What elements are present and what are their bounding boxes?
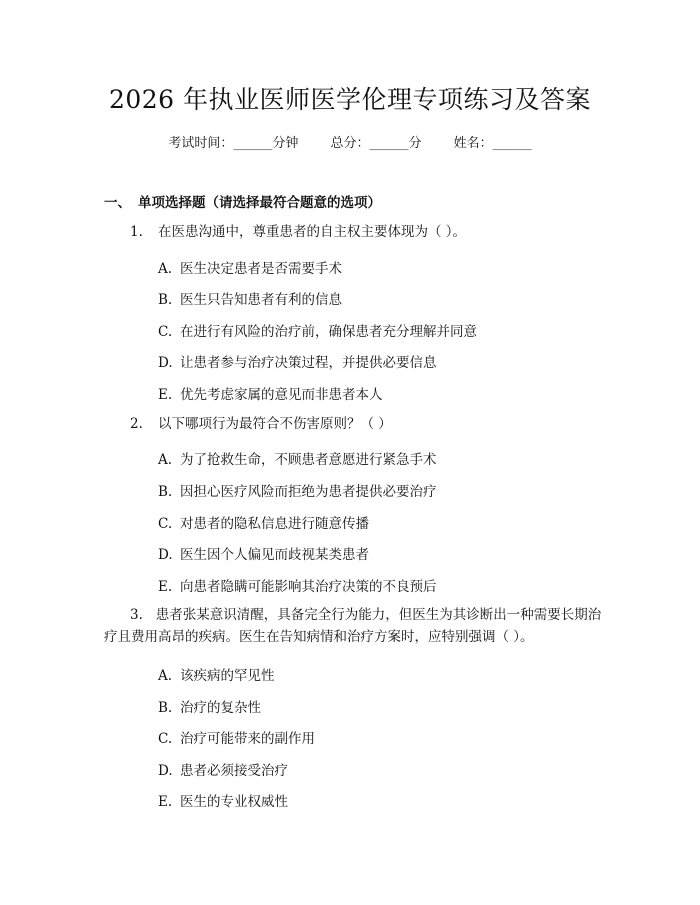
option-text: 该疾病的罕见性 xyxy=(180,668,275,684)
section-number: 一、 xyxy=(104,195,131,211)
question-3 xyxy=(104,604,604,648)
option-text: 向患者隐瞒可能影响其治疗决策的不良预后 xyxy=(180,579,437,595)
option-text: 对患者的隐私信息进行随意传播 xyxy=(180,516,369,532)
option-letter: A. xyxy=(158,452,173,468)
question-text: 患者张某意识清醒，具备完全行为能力，但医生为其诊断出一种需要长期治疗且费用高昂的疾病。医生在告知病情和治疗方案时，应特别强调（ ）。 xyxy=(104,607,602,645)
option-letter: C. xyxy=(158,516,173,532)
option-2b[interactable] xyxy=(158,480,437,500)
option-1c[interactable] xyxy=(158,320,477,340)
option-3c[interactable] xyxy=(158,727,315,747)
option-text: 让患者参与治疗决策过程，并提供必要信息 xyxy=(180,355,437,371)
option-text: 为了抢救生命，不顾患者意愿进行紧急手术 xyxy=(180,452,437,468)
option-letter: E. xyxy=(158,387,173,403)
option-3a[interactable] xyxy=(158,664,275,684)
option-letter: B. xyxy=(158,292,173,308)
option-letter: B. xyxy=(158,484,173,500)
question-number: 3. xyxy=(130,607,143,623)
option-letter: C. xyxy=(158,324,173,340)
option-text: 优先考虑家属的意见而非患者本人 xyxy=(180,387,383,403)
option-text: 医生只告知患者有利的信息 xyxy=(180,292,342,308)
option-text: 患者必须接受治疗 xyxy=(180,763,288,779)
option-1d[interactable] xyxy=(158,351,437,371)
option-text: 医生因个人偏见而歧视某类患者 xyxy=(180,547,369,563)
option-letter: A. xyxy=(158,261,173,277)
question-number: 2. xyxy=(130,416,143,432)
option-text: 医生决定患者是否需要手术 xyxy=(180,261,342,277)
option-1b[interactable] xyxy=(158,288,342,308)
option-text: 在进行有风险的治疗前，确保患者充分理解并同意 xyxy=(180,324,477,340)
option-3e[interactable] xyxy=(158,790,288,810)
option-letter: E. xyxy=(158,794,173,810)
section-heading xyxy=(104,191,381,211)
option-text: 因担心医疗风险而拒绝为患者提供必要治疗 xyxy=(180,484,437,500)
option-text: 治疗可能带来的副作用 xyxy=(180,731,315,747)
exam-meta xyxy=(0,132,700,151)
question-text: 在医患沟通中，尊重患者的自主权主要体现为（ ）。 xyxy=(158,224,467,240)
option-2a[interactable] xyxy=(158,448,437,468)
option-letter: D. xyxy=(158,355,173,371)
option-letter: D. xyxy=(158,763,173,779)
total-score-field: 总分：______分 xyxy=(330,136,422,151)
option-text: 医生的专业权威性 xyxy=(180,794,288,810)
option-2e[interactable] xyxy=(158,575,437,595)
student-name-field: 姓名：______ xyxy=(453,136,532,151)
option-text: 治疗的复杂性 xyxy=(180,700,261,716)
option-1a[interactable] xyxy=(158,257,342,277)
question-1 xyxy=(130,221,466,243)
option-3d[interactable] xyxy=(158,759,288,779)
option-1e[interactable] xyxy=(158,383,383,403)
section-title: 单项选择题（请选择最符合题意的选项） xyxy=(138,195,381,211)
option-letter: E. xyxy=(158,579,173,595)
option-letter: B. xyxy=(158,700,173,716)
option-letter: D. xyxy=(158,547,173,563)
option-2c[interactable] xyxy=(158,512,369,532)
option-letter: C. xyxy=(158,731,173,747)
question-2 xyxy=(130,413,392,435)
exam-time-field: 考试时间：______分钟 xyxy=(168,136,299,151)
option-2d[interactable] xyxy=(158,543,369,563)
option-3b[interactable] xyxy=(158,696,261,716)
question-text: 以下哪项行为最符合不伤害原则？（ ） xyxy=(158,416,392,432)
question-number: 1. xyxy=(130,224,143,240)
page-title: 2026 年执业医师医学伦理专项练习及答案 xyxy=(108,85,592,114)
option-letter: A. xyxy=(158,668,173,684)
